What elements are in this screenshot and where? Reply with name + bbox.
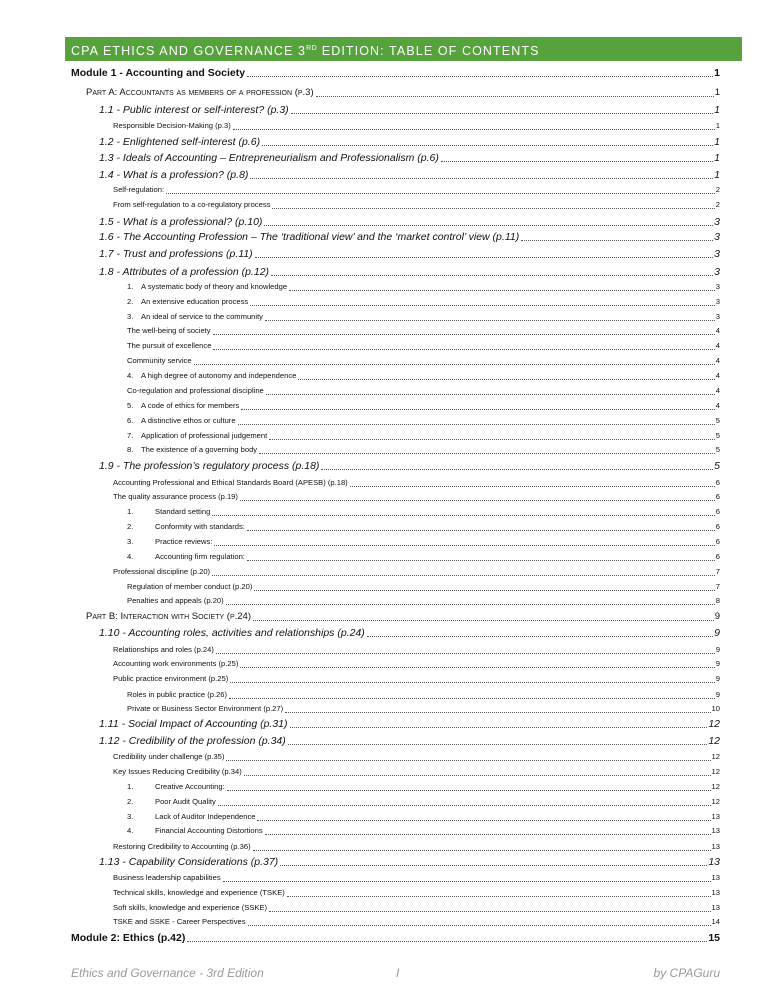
entry-title[interactable]: 1.3 - Ideals of Accounting – Entrepreneurialism and Professionalism (p.6) xyxy=(99,152,439,164)
toc-entry-section[interactable] xyxy=(99,103,720,117)
entry-title[interactable]: Poor Audit Quality xyxy=(155,797,216,806)
dot-leader xyxy=(291,112,713,114)
toc-entry-module[interactable] xyxy=(71,931,720,945)
entry-title[interactable]: An ideal of service to the community xyxy=(141,312,263,321)
dot-leader xyxy=(241,408,714,410)
entry-page-number[interactable]: 10 xyxy=(711,704,720,713)
dot-leader xyxy=(290,726,708,728)
dot-leader xyxy=(212,574,715,576)
entry-title[interactable]: 1.12 - Credibility of the profession (p.34) xyxy=(99,735,286,747)
entry-title[interactable]: Responsible Decision-Making (p.3) xyxy=(113,121,231,130)
dot-leader xyxy=(218,804,711,806)
dot-leader xyxy=(288,743,708,745)
dot-leader xyxy=(254,589,714,591)
entry-page-number[interactable]: 6 xyxy=(715,522,720,531)
toc-entry-num2[interactable] xyxy=(127,795,720,809)
dot-leader xyxy=(216,652,715,654)
toc-entry-sub[interactable] xyxy=(113,672,720,686)
entry-page-number[interactable]: 6 xyxy=(715,478,720,487)
entry-number: 4. xyxy=(127,552,134,561)
footer-right: by CPAGuru xyxy=(653,966,720,980)
toc-entry-sub[interactable] xyxy=(113,119,720,133)
entry-title[interactable]: The quality assurance process (p.19) xyxy=(113,492,238,501)
entry-title[interactable]: The pursuit of excellence xyxy=(127,341,212,350)
entry-number: 5. xyxy=(127,401,134,410)
entry-number: 1. xyxy=(127,282,134,291)
entry-page-number[interactable]: 3 xyxy=(714,266,720,278)
toc-entry-sub2[interactable] xyxy=(127,324,720,338)
entry-page-number[interactable]: 6 xyxy=(715,492,720,501)
dot-leader xyxy=(250,177,713,179)
entry-title[interactable]: Restoring Credibility to Accounting (p.36) xyxy=(113,842,251,851)
toc-entry-sub[interactable] xyxy=(113,750,720,764)
toc-entry-numd[interactable] xyxy=(127,295,720,309)
toc-entry-sub[interactable] xyxy=(113,183,720,197)
dot-leader xyxy=(230,681,715,683)
toc-entry-num2[interactable] xyxy=(127,520,720,534)
entry-title[interactable]: A systematic body of theory and knowledge xyxy=(141,282,288,291)
entry-title[interactable]: 1.7 - Trust and professions (p.11) xyxy=(99,248,253,260)
entry-title[interactable]: Professional discipline (p.20) xyxy=(113,567,211,576)
entry-title[interactable]: 1.2 - Enlightened self-interest (p.6) xyxy=(99,136,261,148)
dot-leader xyxy=(257,819,710,821)
entry-page-number[interactable]: 13 xyxy=(711,888,720,897)
toc-entry-sub2[interactable] xyxy=(127,384,720,398)
entry-number: 4. xyxy=(127,826,134,835)
entry-number: 4. xyxy=(127,371,134,380)
title-text-rest: EDITION: TABLE OF CONTENTS xyxy=(317,44,540,59)
toc-entry-section[interactable] xyxy=(99,230,720,244)
dot-leader xyxy=(238,423,715,425)
entry-title[interactable]: Financial Accounting Distortions xyxy=(155,826,263,835)
entry-page-number[interactable]: 3 xyxy=(714,216,720,228)
toc-entry-numd[interactable] xyxy=(127,310,720,324)
entry-page-number[interactable]: 1 xyxy=(715,121,720,130)
toc-entry-section[interactable] xyxy=(99,265,720,279)
dot-leader xyxy=(269,910,710,912)
entry-number: 2. xyxy=(127,797,134,806)
entry-number: 6. xyxy=(127,416,134,425)
toc-entry-sub[interactable] xyxy=(113,901,720,915)
entry-page-number[interactable]: 7 xyxy=(715,567,720,576)
entry-page-number[interactable]: 4 xyxy=(715,356,720,365)
toc-entry-numd[interactable] xyxy=(127,429,720,443)
entry-title[interactable]: Credibility under challenge (p.35) xyxy=(113,752,225,761)
entry-page-number[interactable]: 9 xyxy=(715,690,720,699)
entry-title[interactable]: Accounting firm regulation: xyxy=(155,552,245,561)
dot-leader xyxy=(367,635,713,637)
entry-number: 1. xyxy=(127,507,134,516)
dot-leader xyxy=(271,274,713,276)
dot-leader xyxy=(248,924,711,926)
toc-entry-sub[interactable] xyxy=(113,643,720,657)
entry-page-number[interactable]: 13 xyxy=(708,856,720,868)
toc-entry-sub[interactable] xyxy=(113,915,720,929)
entry-page-number[interactable]: 5 xyxy=(714,460,720,472)
entry-title[interactable]: Roles in public practice (p.26) xyxy=(127,690,228,699)
dot-leader xyxy=(233,128,715,130)
entry-title[interactable]: Part A: Accountants as members of a profession (p.3) xyxy=(86,87,314,98)
dot-leader xyxy=(265,319,715,321)
entry-page-number[interactable]: 4 xyxy=(715,341,720,350)
dot-leader xyxy=(280,864,707,866)
toc-entry-num2[interactable] xyxy=(127,780,720,794)
entry-title[interactable]: Regulation of member conduct (p.20) xyxy=(127,582,253,591)
entry-title[interactable]: Conformity with standards: xyxy=(155,522,245,531)
entry-page-number[interactable]: 13 xyxy=(711,903,720,912)
entry-title[interactable]: Co-regulation and professional discipline xyxy=(127,386,264,395)
title-text: CPA ETHICS AND GOVERNANCE 3 xyxy=(71,44,307,59)
entry-number: 1. xyxy=(127,782,134,791)
entry-page-number[interactable]: 5 xyxy=(715,431,720,440)
entry-title[interactable]: A high degree of autonomy and independence xyxy=(141,371,297,380)
entry-page-number[interactable]: 4 xyxy=(715,401,720,410)
entry-page-number[interactable]: 2 xyxy=(715,200,720,209)
toc-entry-sub[interactable] xyxy=(113,198,720,212)
entry-title[interactable]: 1.8 - Attributes of a profession (p.12) xyxy=(99,266,270,278)
entry-page-number[interactable]: 2 xyxy=(715,185,720,194)
entry-title[interactable]: Community service xyxy=(127,356,192,365)
toc-entry-module[interactable] xyxy=(71,66,720,80)
dot-leader xyxy=(298,378,714,380)
dot-leader xyxy=(253,849,711,851)
entry-page-number[interactable]: 9 xyxy=(715,645,720,654)
footer-left: Ethics and Governance - 3rd Edition xyxy=(71,966,264,980)
document-title-banner xyxy=(65,37,742,61)
toc-entry-num2[interactable] xyxy=(127,810,720,824)
entry-title[interactable]: 1.1 - Public interest or self-interest? (p.3) xyxy=(99,104,289,116)
dot-leader xyxy=(266,393,715,395)
toc-entry-section[interactable] xyxy=(99,215,720,229)
entry-page-number[interactable]: 4 xyxy=(715,386,720,395)
entry-page-number[interactable]: 5 xyxy=(715,445,720,454)
entry-title[interactable]: The existence of a governing body xyxy=(141,445,258,454)
entry-page-number[interactable]: 15 xyxy=(708,932,720,944)
dot-leader xyxy=(250,304,715,306)
entry-title[interactable]: Technical skills, knowledge and experience (TSKE) xyxy=(113,888,285,897)
entry-page-number[interactable]: 12 xyxy=(708,718,720,730)
dot-leader xyxy=(247,529,715,531)
entry-page-number[interactable]: 13 xyxy=(711,812,720,821)
dot-leader xyxy=(226,759,710,761)
entry-title[interactable]: From self-regulation to a co-regulatory process xyxy=(113,200,271,209)
toc-entry-num2[interactable] xyxy=(127,505,720,519)
entry-title[interactable]: 1.4 - What is a profession? (p.8) xyxy=(99,169,249,181)
entry-page-number[interactable]: 1 xyxy=(714,169,720,181)
entry-title[interactable]: Self-regulation: xyxy=(113,185,165,194)
entry-number: 2. xyxy=(127,522,134,531)
dot-leader xyxy=(240,499,715,501)
entry-page-number[interactable]: 3 xyxy=(715,312,720,321)
toc-entry-sub[interactable] xyxy=(113,871,720,885)
dot-leader xyxy=(262,144,713,146)
dot-leader xyxy=(247,559,715,561)
dot-leader xyxy=(253,619,714,621)
entry-page-number[interactable]: 1 xyxy=(714,87,720,98)
entry-title[interactable]: Soft skills, knowledge and experience (SSKE) xyxy=(113,903,268,912)
dot-leader xyxy=(187,940,707,942)
toc-entry-sub2[interactable] xyxy=(127,354,720,368)
toc-entry-num2[interactable] xyxy=(127,550,720,564)
toc-entry-numd[interactable] xyxy=(127,443,720,457)
toc-entry-sub[interactable] xyxy=(113,565,720,579)
toc-entry-part[interactable] xyxy=(86,610,720,624)
entry-page-number[interactable]: 6 xyxy=(715,537,720,546)
entry-title[interactable]: A distinctive ethos or culture xyxy=(141,416,236,425)
toc-entry-sub[interactable] xyxy=(113,490,720,504)
entry-title[interactable]: The well-being of society xyxy=(127,326,211,335)
entry-number: 2. xyxy=(127,297,134,306)
toc-entry-part[interactable] xyxy=(86,86,720,100)
toc-entry-section[interactable] xyxy=(99,717,720,731)
entry-title[interactable]: A code of ethics for members xyxy=(141,401,240,410)
dot-leader xyxy=(289,289,715,291)
toc-entry-sub2[interactable] xyxy=(127,580,720,594)
dot-leader xyxy=(521,239,713,241)
toc-entry-numd[interactable] xyxy=(127,280,720,294)
entry-number: 3. xyxy=(127,312,134,321)
entry-page-number[interactable]: 3 xyxy=(715,282,720,291)
entry-page-number[interactable]: 9 xyxy=(714,627,720,639)
toc-entry-sub2[interactable] xyxy=(127,594,720,608)
toc-entry-numd[interactable] xyxy=(127,414,720,428)
toc-entry-sub2[interactable] xyxy=(127,688,720,702)
dot-leader xyxy=(255,256,713,258)
dot-leader xyxy=(264,224,713,226)
entry-page-number[interactable]: 12 xyxy=(711,767,720,776)
dot-leader xyxy=(272,207,714,209)
entry-title[interactable]: Relationships and roles (p.24) xyxy=(113,645,214,654)
entry-page-number[interactable]: 3 xyxy=(714,248,720,260)
toc-entry-numd[interactable] xyxy=(127,399,720,413)
entry-page-number[interactable]: 14 xyxy=(711,917,720,926)
dot-leader xyxy=(214,544,714,546)
entry-page-number[interactable]: 13 xyxy=(711,842,720,851)
entry-title[interactable]: Key Issues Reducing Credibility (p.34) xyxy=(113,767,242,776)
entry-page-number[interactable]: 4 xyxy=(715,371,720,380)
dot-leader xyxy=(269,438,715,440)
entry-page-number[interactable]: 1 xyxy=(714,136,720,148)
entry-page-number[interactable]: 13 xyxy=(711,826,720,835)
toc-entry-sub2[interactable] xyxy=(127,339,720,353)
entry-title[interactable]: 1.13 - Capability Considerations (p.37) xyxy=(99,856,279,868)
entry-number: 7. xyxy=(127,431,134,440)
dot-leader xyxy=(244,774,711,776)
entry-title[interactable]: Private or Business Sector Environment (p.27) xyxy=(127,704,284,713)
entry-title[interactable]: Practice reviews: xyxy=(155,537,213,546)
toc-entry-section[interactable] xyxy=(99,734,720,748)
entry-title[interactable]: 1.5 - What is a professional? (p.10) xyxy=(99,216,263,228)
entry-title[interactable]: Public practice environment (p.25) xyxy=(113,674,229,683)
entry-page-number[interactable]: 1 xyxy=(714,104,720,116)
toc-entry-sub[interactable] xyxy=(113,476,720,490)
dot-leader xyxy=(213,348,714,350)
entry-number: 8. xyxy=(127,445,134,454)
toc-entry-section[interactable] xyxy=(99,459,720,473)
entry-number: 3. xyxy=(127,812,134,821)
entry-number: 3. xyxy=(127,537,134,546)
entry-page-number[interactable]: 1 xyxy=(714,67,720,79)
entry-page-number[interactable]: 12 xyxy=(711,752,720,761)
dot-leader xyxy=(227,789,711,791)
dot-leader xyxy=(316,95,714,97)
dot-leader xyxy=(247,75,713,77)
dot-leader xyxy=(166,192,715,194)
entry-page-number[interactable]: 12 xyxy=(708,735,720,747)
toc-entry-section[interactable] xyxy=(99,855,720,869)
toc-entry-section[interactable] xyxy=(99,135,720,149)
toc-entry-sub2[interactable] xyxy=(127,702,720,716)
entry-title[interactable]: Accounting Professional and Ethical Standards Board (APESB) (p.18) xyxy=(113,478,348,487)
entry-page-number[interactable]: 9 xyxy=(714,611,720,622)
dot-leader xyxy=(287,895,711,897)
dot-leader xyxy=(213,333,715,335)
entry-page-number[interactable]: 12 xyxy=(711,797,720,806)
toc-entry-section[interactable] xyxy=(99,247,720,261)
entry-page-number[interactable]: 13 xyxy=(711,873,720,882)
entry-page-number[interactable]: 7 xyxy=(715,582,720,591)
entry-title[interactable]: An extensive education process xyxy=(141,297,249,306)
entry-page-number[interactable]: 3 xyxy=(715,297,720,306)
dot-leader xyxy=(226,603,715,605)
entry-title[interactable]: Application of professional judgement xyxy=(141,431,268,440)
entry-title[interactable]: Standard setting xyxy=(155,507,211,516)
entry-page-number[interactable]: 1 xyxy=(714,152,720,164)
entry-title[interactable]: Accounting work environments (p.25) xyxy=(113,659,239,668)
dot-leader xyxy=(265,833,711,835)
dot-leader xyxy=(229,697,715,699)
entry-title[interactable]: Creative Accounting: xyxy=(155,782,225,791)
entry-page-number[interactable]: 3 xyxy=(714,231,720,243)
toc-entry-num2[interactable] xyxy=(127,824,720,838)
dot-leader xyxy=(285,711,710,713)
entry-page-number[interactable]: 8 xyxy=(715,596,720,605)
entry-page-number[interactable]: 5 xyxy=(715,416,720,425)
dot-leader xyxy=(441,160,713,162)
toc-entry-num2[interactable] xyxy=(127,535,720,549)
toc-entry-sub[interactable] xyxy=(113,886,720,900)
entry-page-number[interactable]: 6 xyxy=(715,552,720,561)
dot-leader xyxy=(240,666,714,668)
entry-page-number[interactable]: 12 xyxy=(711,782,720,791)
dot-leader xyxy=(212,514,714,516)
toc-entry-sub[interactable] xyxy=(113,840,720,854)
entry-title[interactable]: 1.10 - Accounting roles, activities and relationships (p.24) xyxy=(99,627,365,639)
dot-leader xyxy=(321,468,713,470)
toc-entry-numd[interactable] xyxy=(127,369,720,383)
entry-page-number[interactable]: 9 xyxy=(715,674,720,683)
dot-leader xyxy=(194,363,715,365)
toc-entry-sub[interactable] xyxy=(113,765,720,779)
entry-title[interactable]: Lack of Auditor Independence xyxy=(155,812,256,821)
entry-title[interactable]: 1.9 - The profession’s regulatory process (p.18) xyxy=(99,460,320,472)
entry-page-number[interactable]: 4 xyxy=(715,326,720,335)
entry-title[interactable]: Module 2: Ethics (p.42) xyxy=(71,932,186,944)
dot-leader xyxy=(223,880,711,882)
dot-leader xyxy=(350,485,715,487)
entry-title[interactable]: Module 1 - Accounting and Society xyxy=(71,67,246,79)
toc-entry-sub[interactable] xyxy=(113,657,720,671)
entry-page-number[interactable]: 9 xyxy=(715,659,720,668)
entry-title[interactable]: Business leadership capabilities xyxy=(113,873,221,882)
entry-title[interactable]: Part B: Interaction with Society (p.24) xyxy=(86,611,252,622)
footer-page-number: I xyxy=(396,966,400,980)
dot-leader xyxy=(259,452,715,454)
entry-title[interactable]: Penalties and appeals (p.20) xyxy=(127,596,224,605)
entry-page-number[interactable]: 6 xyxy=(715,507,720,516)
toc-entry-section[interactable] xyxy=(99,151,720,165)
entry-title[interactable]: TSKE and SSKE - Career Perspectives xyxy=(113,917,246,926)
toc-entry-section[interactable] xyxy=(99,168,720,182)
entry-title[interactable]: 1.6 - The Accounting Profession – The ‘traditional view’ and the ‘market control’ view (p.11) xyxy=(99,231,520,243)
entry-title[interactable]: 1.11 - Social Impact of Accounting (p.31) xyxy=(99,718,288,730)
toc-entry-section[interactable] xyxy=(99,626,720,640)
title-superscript: RD xyxy=(306,45,318,52)
